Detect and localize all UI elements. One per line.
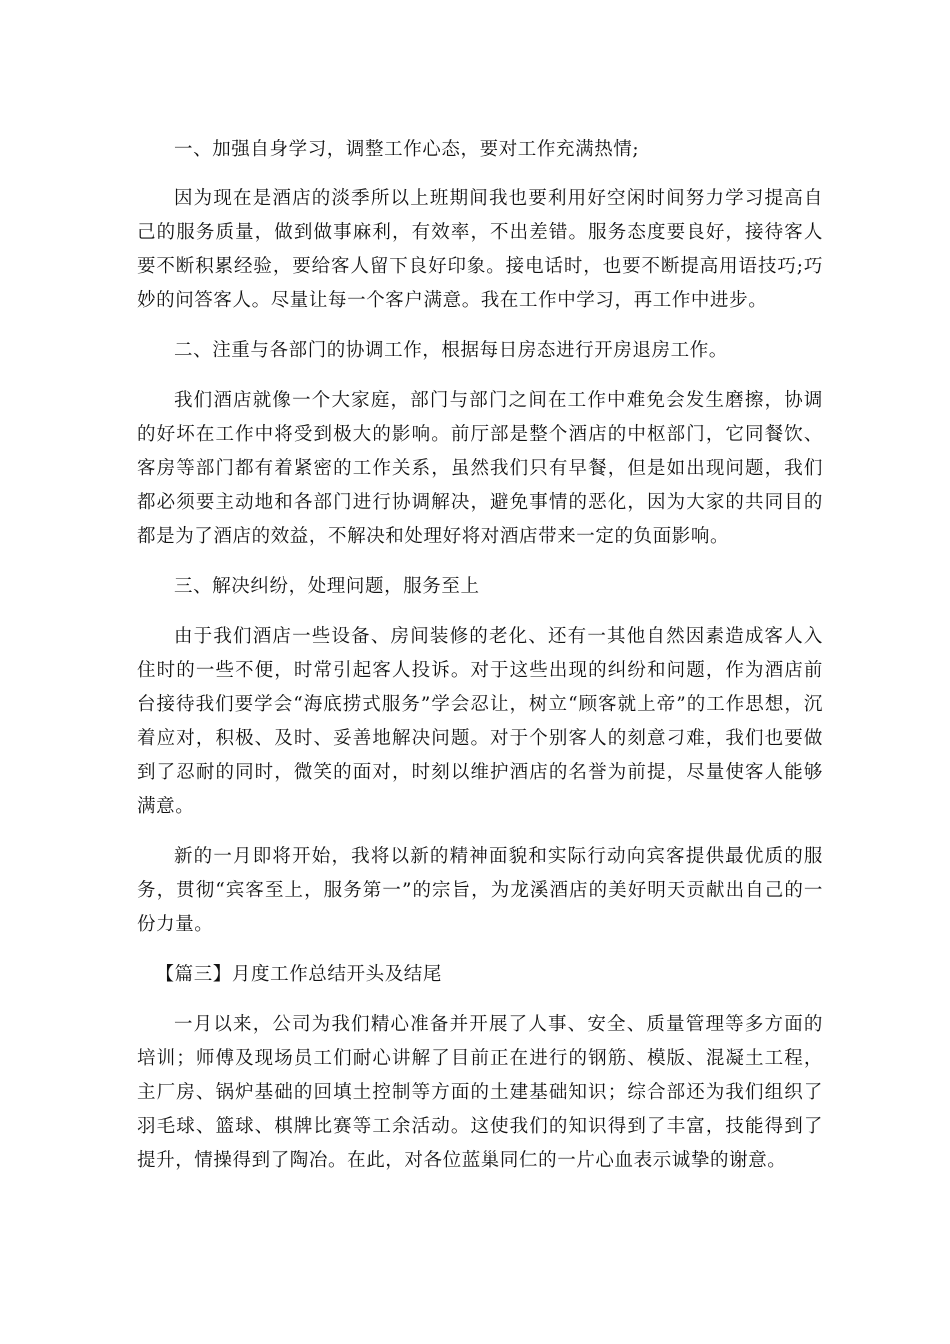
paragraph-training: 一月以来，公司为我们精心准备并开展了人事、安全、质量管理等多方面的培训；师傅及现场员工们耐心讲解了目前正在进行的钢筋、模版、混凝土工程，主厂房、锅炉基础的回填土控制等方面的土建基础知识；综合部还为我们组织了羽毛球、篮球、棋牌比赛等工余活动。这使我们的知识得到了丰富，技能得到了提升，情操得到了陶冶。在此，对各位蓝巢同仁的一片心血表示诚挚的谢意。	[137, 1014, 823, 1171]
section-title: 【篇三】月度工作总结开头及结尾	[155, 964, 443, 985]
heading-three: 三、解决纠纷，处理问题，服务至上	[174, 576, 480, 597]
paragraph-disputes: 由于我们酒店一些设备、房间装修的老化、还有一其他自然因素造成客人入住时的一些不便，时常引起客人投诉。对于这些出现的纠纷和问题，作为酒店前台接待我们要学会“海底捞式服务”学会忍让，树立“顾客就上帝”的工作思想，沉着应对，积极、及时、妥善地解决问题。对于个别客人的刻意刁难，我们也要做到了忍耐的同时，微笑的面对，时刻以维护酒店的名誉为前提，尽量使客人能够满意。	[137, 626, 823, 817]
paragraph-new-month: 新的一月即将开始，我将以新的精神面貌和实际行动向宾客提供最优质的服务，贯彻“宾客至上，服务第一”的宗旨，为龙溪酒店的美好明天贡献出自己的一份力量。	[137, 846, 823, 935]
paragraph-coordination: 我们酒店就像一个大家庭，部门与部门之间在工作中难免会发生磨擦，协调的好坏在工作中将受到极大的影响。前厅部是整个酒店的中枢部门，它同餐饮、客房等部门都有着紧密的工作关系，虽然我们只有早餐，但是如出现问题，我们都必须要主动地和各部门进行协调解决，避免事情的恶化，因为大家的共同目的都是为了酒店的效益，不解决和处理好将对酒店带来一定的负面影响。	[137, 390, 823, 547]
heading-two: 二、注重与各部门的协调工作，根据每日房态进行开房退房工作。	[174, 340, 728, 361]
paragraph-study: 因为现在是酒店的淡季所以上班期间我也要利用好空闲时间努力学习提高自己的服务质量，做到做事麻利，有效率，不出差错。服务态度要良好，接待客人要不断积累经验，要给客人留下良好印象。接电话时，也要不断提高用语技巧;巧妙的问答客人。尽量让每一个客户满意。我在工作中学习，再工作中进步。	[137, 188, 823, 311]
document-page	[137, 133, 823, 1178]
heading-one: 一、加强自身学习，调整工作心态，要对工作充满热情;	[174, 139, 640, 160]
